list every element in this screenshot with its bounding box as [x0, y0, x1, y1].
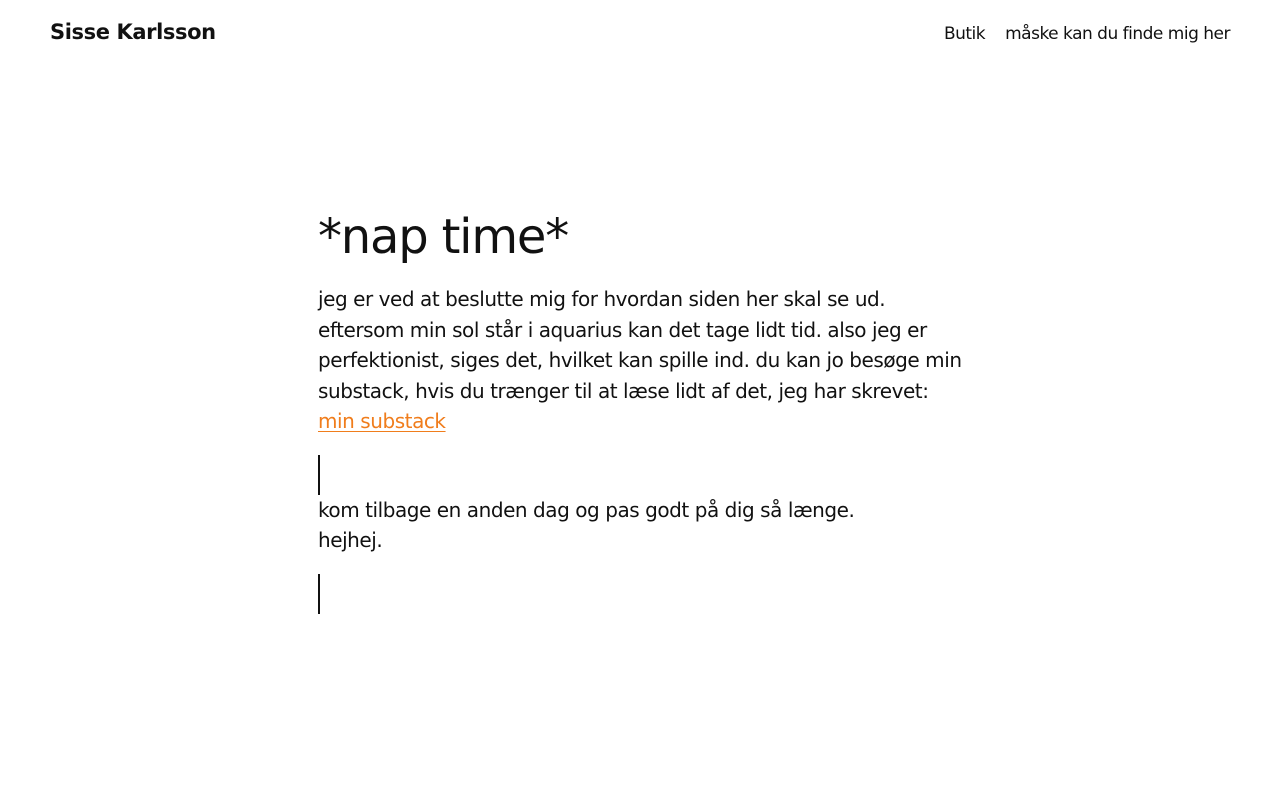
goodbye-text: hejhej. — [318, 528, 383, 552]
separator-bar — [318, 455, 320, 495]
substack-link[interactable]: min substack — [318, 409, 446, 433]
intro-paragraph — [318, 284, 968, 437]
separator-bar — [318, 574, 320, 614]
nav-item-butik[interactable]: Butik — [943, 24, 986, 44]
main-content — [318, 206, 968, 614]
farewell-text: kom tilbage en anden dag og pas godt på dig så længe. — [318, 497, 855, 522]
main-nav — [944, 24, 1230, 44]
site-title-link[interactable]: Sisse Karlsson — [50, 20, 216, 44]
site-header — [0, 0, 1280, 72]
intro-text: jeg er ved at beslutte mig for hvordan siden her skal se ud. eftersom min sol står i aquarius kan det tage lidt tid. also jeg er perfektionist, siges det, hvilket kan spille ind. du kan jo besøge min substack, hvis du trænger til at læse lidt af det, jeg har skrevet: — [318, 287, 962, 403]
page-title: *nap time* — [318, 209, 569, 265]
nav-item-find-me[interactable]: måske kan du finde mig her — [1005, 24, 1230, 44]
